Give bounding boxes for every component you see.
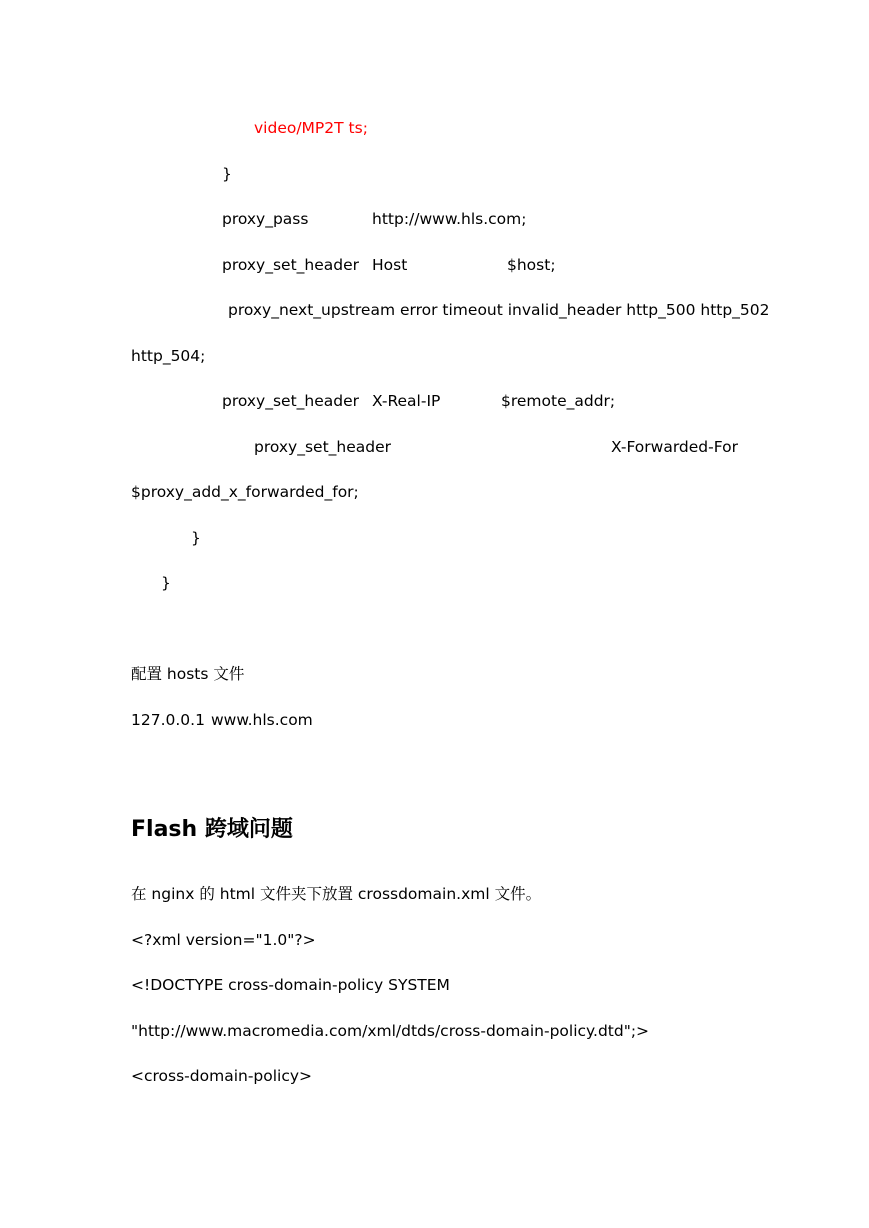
hosts-ip: 127.0.0.1 [131,711,205,729]
hosts-domain: www.hls.com [211,711,313,729]
code-header-name: X-Real-IP [372,392,441,410]
section-note-hosts: 配置 hosts 文件 [131,665,245,683]
xml-doctype: <!DOCTYPE cross-domain-policy SYSTEM [131,976,450,994]
code-proxy-set-header-directive: proxy_set_header [222,392,360,410]
code-closing-brace: } [222,165,232,183]
code-proxy-set-header-directive: proxy_set_header [222,256,360,274]
xml-root-open-tag: <cross-domain-policy> [131,1067,313,1085]
code-proxy-pass-value: http://www.hls.com; [372,210,527,228]
code-line-mime-type: video/MP2T ts; [254,119,368,137]
code-header-name: X-Forwarded-For [611,438,738,456]
xml-doctype-url: "http://www.macromedia.com/xml/dtds/cross-domain-policy.dtd";> [131,1022,650,1040]
code-closing-brace: } [191,529,201,547]
code-proxy-next-upstream: proxy_next_upstream error timeout invalid_header http_500 http_502 [228,301,770,319]
code-continuation: http_504; [131,347,206,365]
code-closing-brace: } [161,574,171,592]
code-header-value: $remote_addr; [501,392,616,410]
paragraph-instruction: 在 nginx 的 html 文件夹下放置 crossdomain.xml 文件。 [131,885,542,903]
section-heading: Flash 跨域问题 [131,817,293,842]
code-header-value: $host; [507,256,556,274]
xml-declaration: <?xml version="1.0"?> [131,931,316,949]
code-header-value: $proxy_add_x_forwarded_for; [131,483,359,501]
code-proxy-set-header-directive: proxy_set_header [254,438,392,456]
code-header-name: Host [372,256,408,274]
code-proxy-pass-directive: proxy_pass [222,210,309,228]
